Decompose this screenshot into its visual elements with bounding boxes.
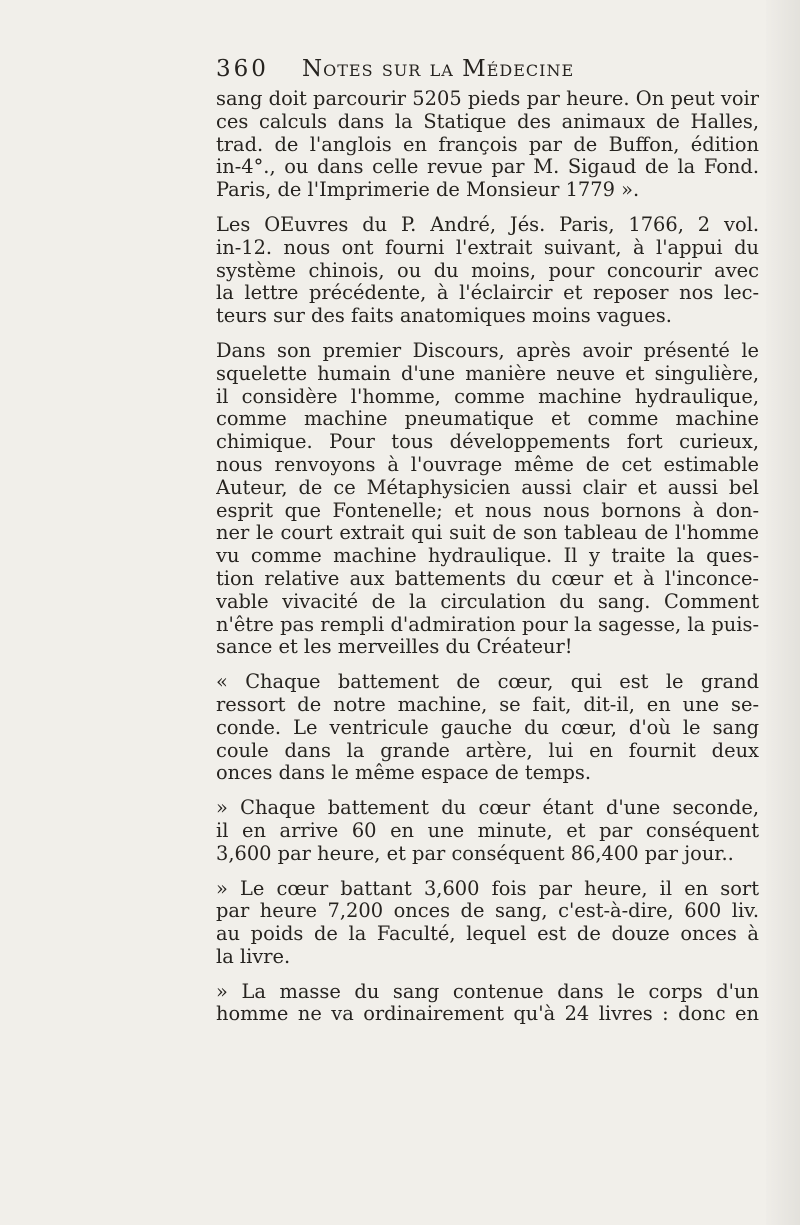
text-line: Les OEuvres du P. André, Jés. Paris, 1766, 2 vol. — [216, 213, 759, 236]
text-line: ressort de notre machine, se fait, dit-il, en une se- — [216, 693, 759, 716]
text-line: « Chaque battement de cœur, qui est le grand — [216, 671, 759, 694]
text-line: la livre. — [216, 945, 291, 968]
text-line: sang doit parcourir 5205 pieds par heure. On peut voir — [216, 88, 759, 110]
text-line: trad. de l'anglois en françois par de Buffon, édition — [216, 133, 759, 156]
running-head — [216, 56, 750, 82]
text-line: » Chaque battement du cœur étant d'une seconde, — [216, 797, 759, 820]
text-line: ner le court extrait qui suit de son tableau de l'homme — [216, 522, 759, 545]
text-line: par heure 7,200 onces de sang, c'est-à-dire, 600 liv. — [216, 900, 759, 923]
text-line: vu comme machine hydraulique. Il y traite la ques- — [216, 545, 759, 568]
paragraph-3 — [216, 340, 759, 659]
page-edge-shadow — [766, 0, 800, 1225]
text-line: ces calculs dans la Statique des animaux de Halles, — [216, 110, 759, 133]
text-line: il en arrive 60 en une minute, et par conséquent — [216, 819, 759, 842]
page-number: 360 — [216, 56, 269, 82]
text-line: Auteur, de ce Métaphysicien aussi clair et aussi bel — [216, 476, 759, 499]
text-line: in-12. nous ont fourni l'extrait suivant, à l'appui du — [216, 236, 759, 259]
paragraph-7 — [216, 981, 759, 1027]
paragraph-4 — [216, 671, 759, 785]
paragraph-2 — [216, 214, 759, 328]
text-line: comme machine pneumatique et comme machine — [216, 408, 759, 431]
text-line: in-4°., ou dans celle revue par M. Sigaud de la Fond. — [216, 156, 759, 179]
text-line: système chinois, ou du moins, pour concourir avec — [216, 259, 759, 282]
text-line: coule dans la grande artère, lui en fournit deux — [216, 739, 759, 762]
text-line: tion relative aux battements du cœur et à l'inconce- — [216, 567, 759, 590]
body-text — [216, 88, 759, 1026]
text-line: Dans son premier Discours, après avoir présenté le — [216, 339, 759, 362]
text-line: chimique. Pour tous développements fort curieux, — [216, 431, 759, 454]
text-line: squelette humain d'une manière neuve et singulière, — [216, 362, 759, 385]
text-line: nous renvoyons à l'ouvrage même de cet estimable — [216, 453, 759, 476]
paragraph-5 — [216, 797, 759, 865]
text-line: » La masse du sang contenue dans le corps d'un — [216, 980, 759, 1003]
text-line: » Le cœur battant 3,600 fois par heure, il en sort — [216, 877, 759, 900]
text-line: homme ne va ordinairement qu'à 24 livres : donc en — [216, 1003, 759, 1026]
text-line: n'être pas rempli d'admiration pour la sagesse, la puis- — [216, 613, 759, 636]
paragraph-1 — [216, 88, 759, 202]
text-line: la lettre précédente, à l'éclaircir et reposer nos lec- — [216, 282, 759, 305]
text-line: conde. Le ventricule gauche du cœur, d'où le sang — [216, 716, 759, 739]
text-line: au poids de la Faculté, lequel est de douze onces à — [216, 923, 759, 946]
text-line: esprit que Fontenelle; et nous nous bornons à don- — [216, 499, 759, 522]
text-line: il considère l'homme, comme machine hydraulique, — [216, 385, 759, 408]
text-line: onces dans le même espace de temps. — [216, 762, 592, 785]
running-title: Notes sur la Médecine — [302, 56, 575, 82]
text-line: vable vivacité de la circulation du sang. Comment — [216, 590, 759, 613]
text-line: sance et les merveilles du Créateur! — [216, 636, 573, 659]
text-line: Paris, de l'Imprimerie de Monsieur 1779 ». — [216, 179, 640, 202]
paragraph-6 — [216, 878, 759, 969]
text-line: 3,600 par heure, et par conséquent 86,400 par jour.. — [216, 842, 734, 865]
text-line: teurs sur des faits anatomiques moins vagues. — [216, 305, 672, 328]
